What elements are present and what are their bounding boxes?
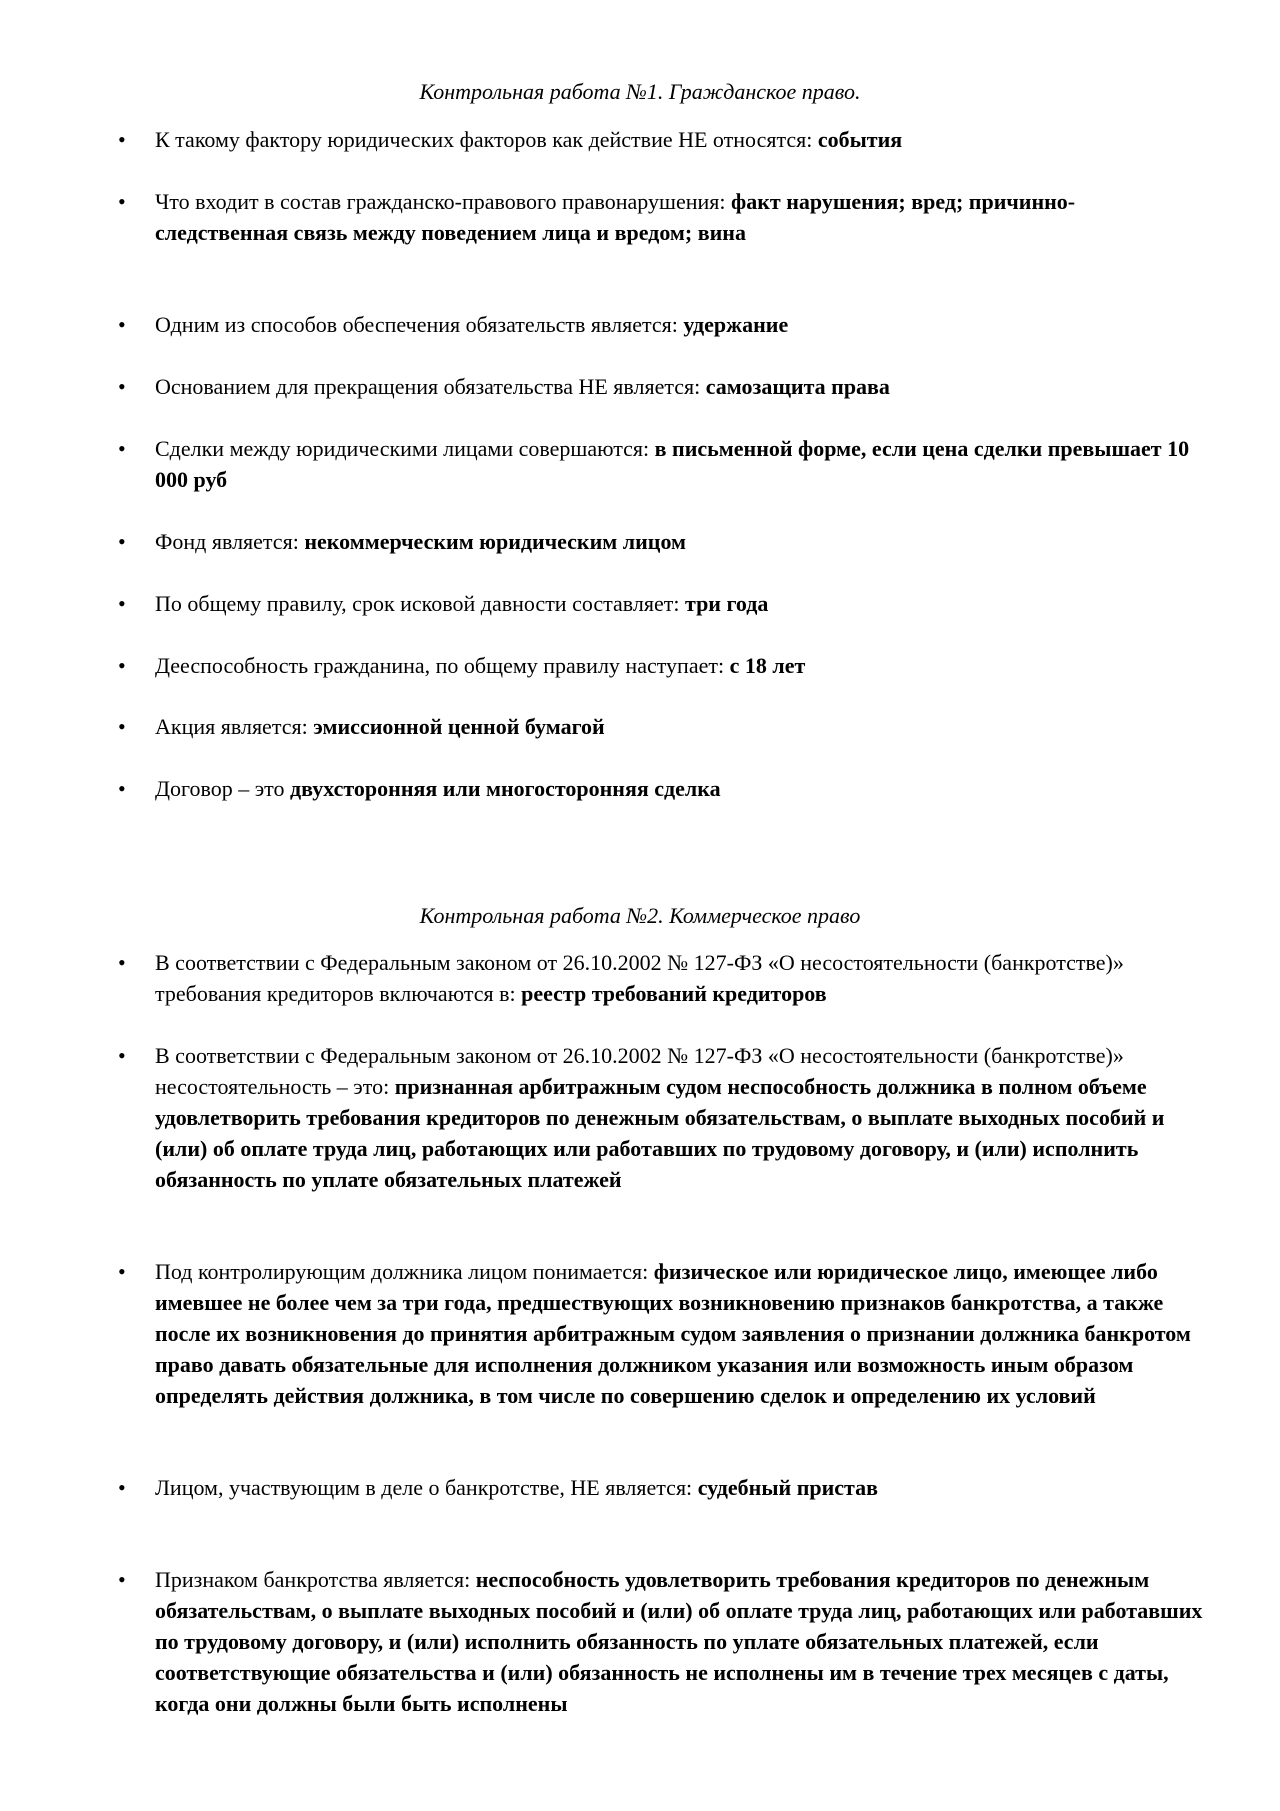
list-item — [118, 371, 1205, 402]
bullet-icon: • — [118, 529, 126, 554]
list-item — [118, 1040, 1205, 1195]
item-answer: судебный пристав — [697, 1475, 879, 1500]
list-item — [118, 588, 1205, 619]
item-answer: двухсторонняя или многосторонняя сделка — [290, 776, 721, 801]
item-question: Что входит в состав гражданско-правового правонарушения: — [155, 189, 731, 214]
item-answer: эмиссионной ценной бумагой — [313, 714, 605, 739]
bullet-icon: • — [118, 714, 126, 739]
list-item — [118, 433, 1205, 495]
section1-title: Контрольная работа №1. Гражданское право. — [419, 79, 861, 104]
bullet-icon: • — [118, 312, 126, 337]
item-answer: события — [817, 127, 903, 152]
list-item — [118, 947, 1205, 1009]
bullet-icon: • — [118, 127, 126, 152]
list-item — [118, 773, 1205, 804]
item-question: Договор – это — [155, 776, 290, 801]
bullet-icon: • — [118, 1259, 126, 1284]
bullet-icon: • — [118, 436, 126, 461]
item-question: Под контролирующим должника лицом понимается: — [155, 1259, 654, 1284]
list-item — [118, 1472, 1205, 1503]
list-item — [118, 526, 1205, 557]
item-answer: факт нарушения; вред; причинно-следственная связь между поведением лица и вредом; вина — [155, 189, 1076, 245]
bullet-icon: • — [118, 591, 126, 616]
item-answer: признанная арбитражным судом неспособность должника в полном объеме удовлетворить требования кредиторов по денежным обязательствам, о выплате выходных пособий и (или) об оплате труда лиц, работающих или работавших по трудовому договору, и (или) исполнить обязанность по уплате обязательных платежей — [155, 1074, 1165, 1192]
item-question: По общему правилу, срок исковой давности составляет: — [155, 591, 685, 616]
item-question: К такому фактору юридических факторов как действие НЕ относятся: — [155, 127, 818, 152]
item-answer: физическое или юридическое лицо, имеющее либо имевшее не более чем за три года, предшествующих возникновению признаков банкротства, а также после их возникновения до принятия арбитражным судом заявления о признании должника банкротом право давать обязательные для исполнения должником указания или возможность иным образом определять действия должника, в том числе по совершению сделок и определению их условий — [155, 1259, 1191, 1408]
bullet-icon: • — [118, 1043, 126, 1068]
list-item — [118, 711, 1205, 742]
item-question: В соответствии с Федеральным законом от 26.10.2002 № 127-ФЗ «О несостоятельности (банкротстве)» требования кредиторов включаются в: — [155, 950, 1124, 1006]
item-question: Дееспособность гражданина, по общему правилу наступает: — [155, 653, 730, 678]
item-question: Основанием для прекращения обязательства НЕ является: — [155, 374, 706, 399]
item-question: Сделки между юридическими лицами совершаются: — [155, 436, 655, 461]
list-item — [118, 309, 1205, 340]
item-question: Фонд является: — [155, 529, 305, 554]
section2-title: Контрольная работа №2. Коммерческое право — [419, 903, 861, 928]
bullet-icon: • — [118, 1567, 126, 1592]
item-question: Акция является: — [155, 714, 314, 739]
list-item — [118, 124, 1205, 155]
item-answer: реестр требований кредиторов — [521, 981, 827, 1006]
item-answer: неспособность удовлетворить требования кредиторов по денежным обязательствам, о выплате выходных пособий и (или) об оплате труда лиц, работающих или работавших по трудовому договору, и (или) исполнить обязанность по уплате обязательных платежей, если соответствующие обязательства и (или) обязанность не исполнены им в течение трех месяцев с даты, когда они должны были быть исполнены — [155, 1567, 1203, 1716]
list-item — [118, 1256, 1205, 1411]
item-question: В соответствии с Федеральным законом от 26.10.2002 № 127-ФЗ «О несостоятельности (банкротстве)» несостоятельность – это: — [155, 1043, 1124, 1099]
list-item — [118, 650, 1205, 681]
list-item — [118, 186, 1205, 248]
bullet-icon: • — [118, 776, 126, 801]
bullet-icon: • — [118, 950, 126, 975]
item-answer: удержание — [683, 312, 789, 337]
item-answer: три года — [685, 591, 769, 616]
bullet-icon: • — [118, 653, 126, 678]
item-question: Лицом, участвующим в деле о банкротстве, НЕ является: — [155, 1475, 698, 1500]
bullet-icon: • — [118, 189, 126, 214]
list-item — [118, 1564, 1205, 1719]
bullet-icon: • — [118, 374, 126, 399]
item-question: Одним из способов обеспечения обязательств является: — [155, 312, 684, 337]
bullet-icon: • — [118, 1475, 126, 1500]
item-answer: самозащита права — [705, 374, 890, 399]
item-answer: некоммерческим юридическим лицом — [304, 529, 687, 554]
item-question: Признаком банкротства является: — [155, 1567, 476, 1592]
item-answer: в письменной форме, если цена сделки превышает 10 000 руб — [155, 436, 1190, 492]
item-answer: с 18 лет — [729, 653, 806, 678]
